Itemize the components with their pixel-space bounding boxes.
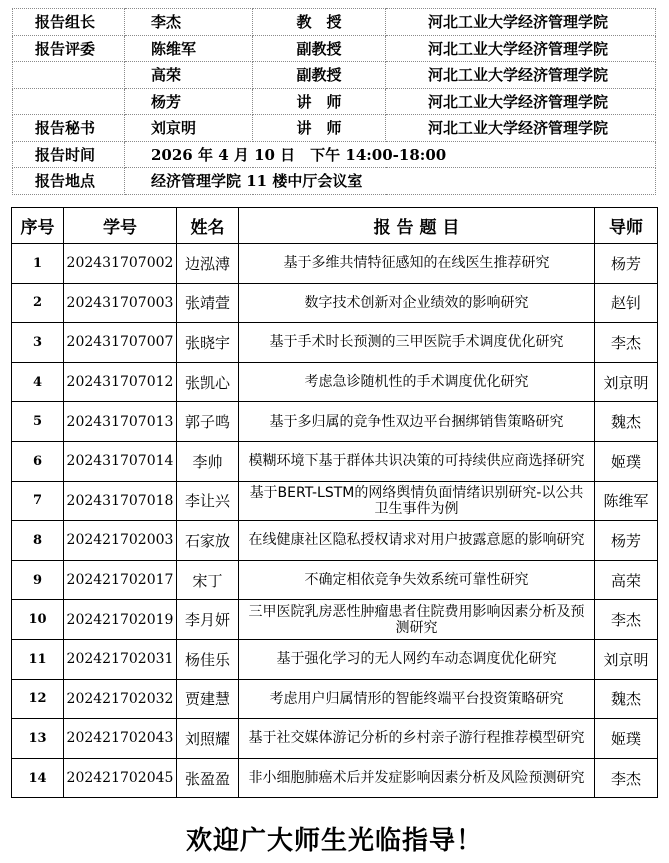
schedule-header-row <box>12 208 658 244</box>
committee-title: 副教授 <box>253 35 386 62</box>
student-name: 石家放 <box>177 521 239 561</box>
student-name: 李月妍 <box>177 600 239 640</box>
committee-role <box>13 62 125 89</box>
committee-name: 刘京明 <box>125 115 253 142</box>
schedule-row <box>12 244 658 284</box>
report-topic: 数字技术创新对企业绩效的影响研究 <box>239 283 595 323</box>
committee-info-table <box>12 8 656 195</box>
report-topic: 基于手术时长预测的三甲医院手术调度优化研究 <box>239 323 595 363</box>
committee-org: 河北工业大学经济管理学院 <box>386 35 656 62</box>
schedule-row <box>12 441 658 481</box>
schedule-row <box>12 402 658 442</box>
header-topic: 报 告 题 目 <box>239 208 595 244</box>
row-number: 11 <box>12 639 64 679</box>
student-name: 刘照耀 <box>177 719 239 759</box>
committee-row <box>13 9 656 36</box>
schedule-row <box>12 719 658 759</box>
committee-row <box>13 62 656 89</box>
committee-role: 报告评委 <box>13 35 125 62</box>
advisor-name: 杨芳 <box>595 521 658 561</box>
committee-role <box>13 88 125 115</box>
schedule-row <box>12 323 658 363</box>
student-id: 202421702017 <box>64 560 177 600</box>
student-id: 202421702045 <box>64 758 177 798</box>
report-time-row <box>13 141 656 168</box>
student-id: 202431707013 <box>64 402 177 442</box>
advisor-name: 高荣 <box>595 560 658 600</box>
committee-role: 报告秘书 <box>13 115 125 142</box>
advisor-name: 李杰 <box>595 323 658 363</box>
student-id: 202431707018 <box>64 481 177 521</box>
student-name: 贾建慧 <box>177 679 239 719</box>
committee-title: 教 授 <box>253 9 386 36</box>
schedule-row <box>12 600 658 640</box>
committee-org: 河北工业大学经济管理学院 <box>386 62 656 89</box>
committee-name: 李杰 <box>125 9 253 36</box>
student-name: 郭子鸣 <box>177 402 239 442</box>
advisor-name: 赵钊 <box>595 283 658 323</box>
committee-org: 河北工业大学经济管理学院 <box>386 115 656 142</box>
row-number: 5 <box>12 402 64 442</box>
report-location-value: 经济管理学院 11 楼中厅会议室 <box>125 168 656 195</box>
report-topic: 模糊环境下基于群体共识决策的可持续供应商选择研究 <box>239 441 595 481</box>
committee-name: 高荣 <box>125 62 253 89</box>
header-name: 姓名 <box>177 208 239 244</box>
report-time-label: 报告时间 <box>13 141 125 168</box>
schedule-row <box>12 679 658 719</box>
student-id: 202421702043 <box>64 719 177 759</box>
student-name: 张凯心 <box>177 362 239 402</box>
schedule-row <box>12 639 658 679</box>
student-id: 202421702031 <box>64 639 177 679</box>
row-number: 2 <box>12 283 64 323</box>
advisor-name: 魏杰 <box>595 402 658 442</box>
header-student-id: 学号 <box>64 208 177 244</box>
report-location-label: 报告地点 <box>13 168 125 195</box>
row-number: 14 <box>12 758 64 798</box>
report-time-value: 2026 年 4 月 10 日 下午 14:00-18:00 <box>125 141 656 168</box>
committee-name: 陈维军 <box>125 35 253 62</box>
row-number: 8 <box>12 521 64 561</box>
committee-name: 杨芳 <box>125 88 253 115</box>
student-name: 张晓宇 <box>177 323 239 363</box>
report-location-row <box>13 168 656 195</box>
advisor-name: 刘京明 <box>595 639 658 679</box>
row-number: 9 <box>12 560 64 600</box>
committee-title: 讲 师 <box>253 88 386 115</box>
report-topic: 基于多维共情特征感知的在线医生推荐研究 <box>239 244 595 284</box>
report-topic: 基于强化学习的无人网约车动态调度优化研究 <box>239 639 595 679</box>
row-number: 10 <box>12 600 64 640</box>
schedule-row <box>12 560 658 600</box>
row-number: 1 <box>12 244 64 284</box>
header-advisor: 导师 <box>595 208 658 244</box>
advisor-name: 李杰 <box>595 758 658 798</box>
committee-row <box>13 35 656 62</box>
committee-row <box>13 115 656 142</box>
student-name: 边泓溥 <box>177 244 239 284</box>
schedule-row <box>12 362 658 402</box>
report-topic: 不确定相依竞争失效系统可靠性研究 <box>239 560 595 600</box>
student-name: 宋丁 <box>177 560 239 600</box>
report-topic: 在线健康社区隐私授权请求对用户披露意愿的影响研究 <box>239 521 595 561</box>
row-number: 4 <box>12 362 64 402</box>
advisor-name: 姬璞 <box>595 441 658 481</box>
committee-title: 讲 师 <box>253 115 386 142</box>
committee-org: 河北工业大学经济管理学院 <box>386 9 656 36</box>
student-name: 张靖萱 <box>177 283 239 323</box>
row-number: 12 <box>12 679 64 719</box>
student-id: 202431707003 <box>64 283 177 323</box>
student-id: 202421702032 <box>64 679 177 719</box>
student-name: 李让兴 <box>177 481 239 521</box>
report-schedule-table <box>11 207 658 798</box>
report-topic: 基于多归属的竞争性双边平台捆绑销售策略研究 <box>239 402 595 442</box>
row-number: 7 <box>12 481 64 521</box>
report-topic: 考虑用户归属情形的智能终端平台投资策略研究 <box>239 679 595 719</box>
advisor-name: 陈维军 <box>595 481 658 521</box>
header-no: 序号 <box>12 208 64 244</box>
welcome-footer: 欢迎广大师生光临指导！ <box>185 826 483 856</box>
student-id: 202431707002 <box>64 244 177 284</box>
committee-title: 副教授 <box>253 62 386 89</box>
advisor-name: 姬璞 <box>595 719 658 759</box>
report-topic: 基于BERT-LSTM的网络舆情负面情绪识别研究-以公共卫生事件为例 <box>239 481 595 521</box>
report-topic: 非小细胞肺癌术后并发症影响因素分析及风险预测研究 <box>239 758 595 798</box>
advisor-name: 李杰 <box>595 600 658 640</box>
student-name: 杨佳乐 <box>177 639 239 679</box>
schedule-row <box>12 481 658 521</box>
schedule-row <box>12 758 658 798</box>
committee-org: 河北工业大学经济管理学院 <box>386 88 656 115</box>
advisor-name: 杨芳 <box>595 244 658 284</box>
student-name: 李帅 <box>177 441 239 481</box>
student-id: 202431707014 <box>64 441 177 481</box>
schedule-row <box>12 283 658 323</box>
row-number: 3 <box>12 323 64 363</box>
report-topic: 基于社交媒体游记分析的乡村亲子游行程推荐模型研究 <box>239 719 595 759</box>
report-topic: 三甲医院乳房恶性肿瘤患者住院费用影响因素分析及预测研究 <box>239 600 595 640</box>
schedule-row <box>12 521 658 561</box>
student-name: 张盈盈 <box>177 758 239 798</box>
student-id: 202431707012 <box>64 362 177 402</box>
student-id: 202421702019 <box>64 600 177 640</box>
advisor-name: 刘京明 <box>595 362 658 402</box>
row-number: 6 <box>12 441 64 481</box>
student-id: 202431707007 <box>64 323 177 363</box>
committee-row <box>13 88 656 115</box>
row-number: 13 <box>12 719 64 759</box>
report-topic: 考虑急诊随机性的手术调度优化研究 <box>239 362 595 402</box>
advisor-name: 魏杰 <box>595 679 658 719</box>
committee-role: 报告组长 <box>13 9 125 36</box>
student-id: 202421702003 <box>64 521 177 561</box>
